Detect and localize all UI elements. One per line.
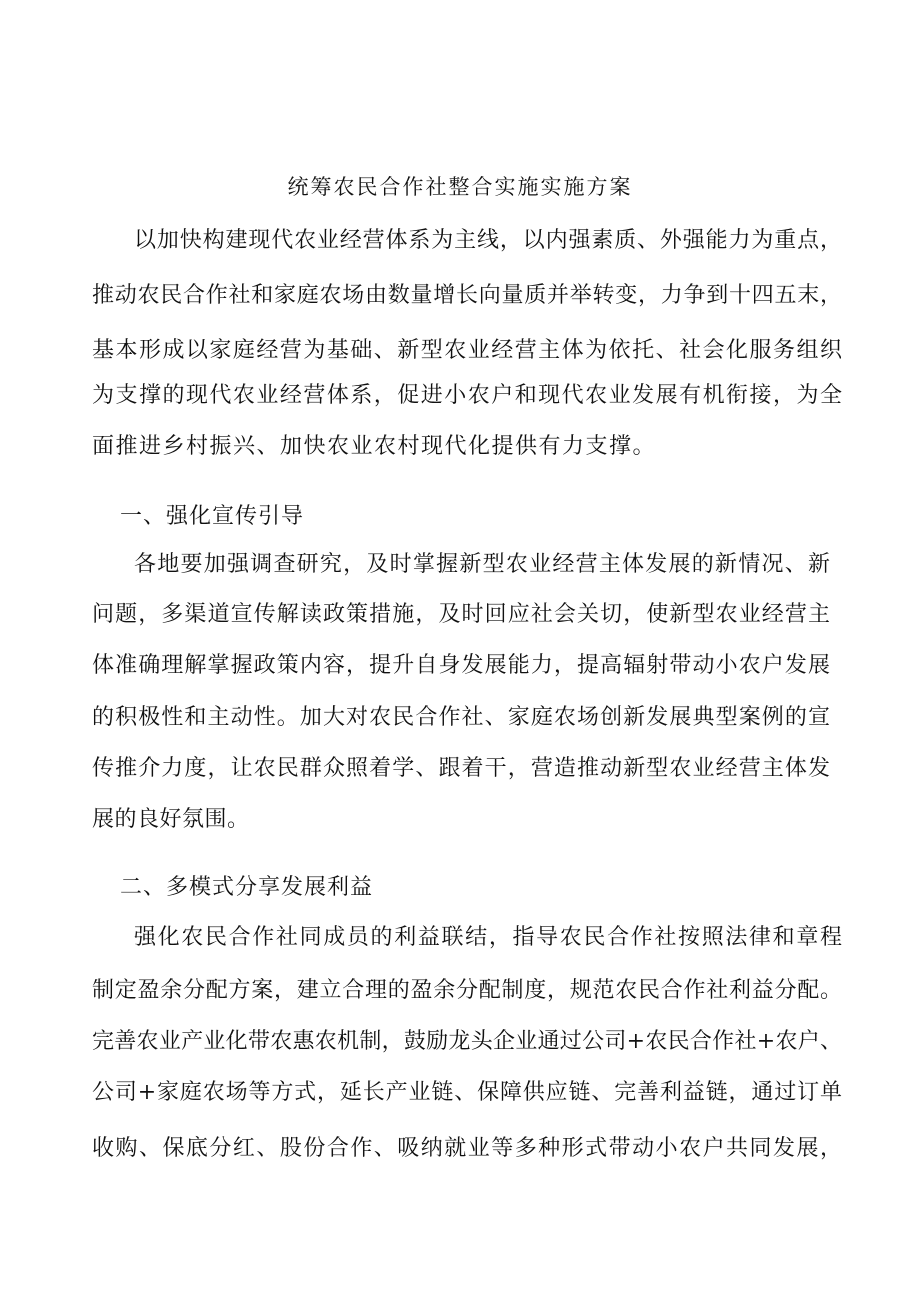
section1-line-4: 的积极性和主动性。加大对农民合作社、家庭农场创新发展典型案例的宣 bbox=[92, 705, 830, 730]
section1-line-6: 展的良好氛围。 bbox=[92, 807, 250, 832]
section1-heading: 一、强化宣传引导 bbox=[120, 504, 305, 529]
intro-line-3: 基本形成以家庭经营为基础、新型农业经营主体为依托、社会化服务组织 bbox=[92, 338, 842, 363]
section2-line-3: 完善农业产业化带农惠农机制，鼓励龙头企业通过公司+农民合作社+农户、 bbox=[92, 1029, 842, 1054]
intro-line-5: 面推进乡村振兴、加快农业农村现代化提供有力支撑。 bbox=[92, 434, 657, 459]
section1-line-5: 传推介力度，让农民群众照着学、跟着干，营造推动新型农业经营主体发 bbox=[92, 756, 830, 781]
document-title: 统筹农民合作社整合实施实施方案 bbox=[287, 175, 633, 199]
section1-line-1: 各地要加强调查研究，及时掌握新型农业经营主体发展的新情况、新 bbox=[134, 552, 830, 577]
section2-line-5: 收购、保底分红、股份合作、吸纳就业等多种形式带动小农户共同发展， bbox=[92, 1136, 842, 1161]
section2-heading: 二、多模式分享发展利益 bbox=[120, 875, 374, 900]
section2-line-4: 公司+家庭农场等方式，延长产业链、保障供应链、完善利益链，通过订单 bbox=[92, 1080, 842, 1105]
section2-line-2: 制定盈余分配方案，建立合理的盈余分配制度，规范农民合作社利益分配。 bbox=[92, 978, 842, 1003]
section2-line-1: 强化农民合作社同成员的利益联结，指导农民合作社按照法律和章程 bbox=[134, 925, 842, 950]
intro-line-4: 为支撑的现代农业经营体系，促进小农户和现代农业发展有机衔接，为全 bbox=[92, 383, 842, 408]
section1-line-3: 体准确理解掌握政策内容，提升自身发展能力，提高辐射带动小农户发展 bbox=[92, 653, 830, 678]
intro-line-2: 推动农民合作社和家庭农场由数量增长向量质并举转变，力争到十四五末， bbox=[92, 283, 842, 308]
section1-line-2: 问题，多渠道宣传解读政策措施，及时回应社会关切，使新型农业经营主 bbox=[92, 602, 830, 627]
intro-line-1: 以加快构建现代农业经营体系为主线，以内强素质、外强能力为重点， bbox=[134, 228, 842, 253]
